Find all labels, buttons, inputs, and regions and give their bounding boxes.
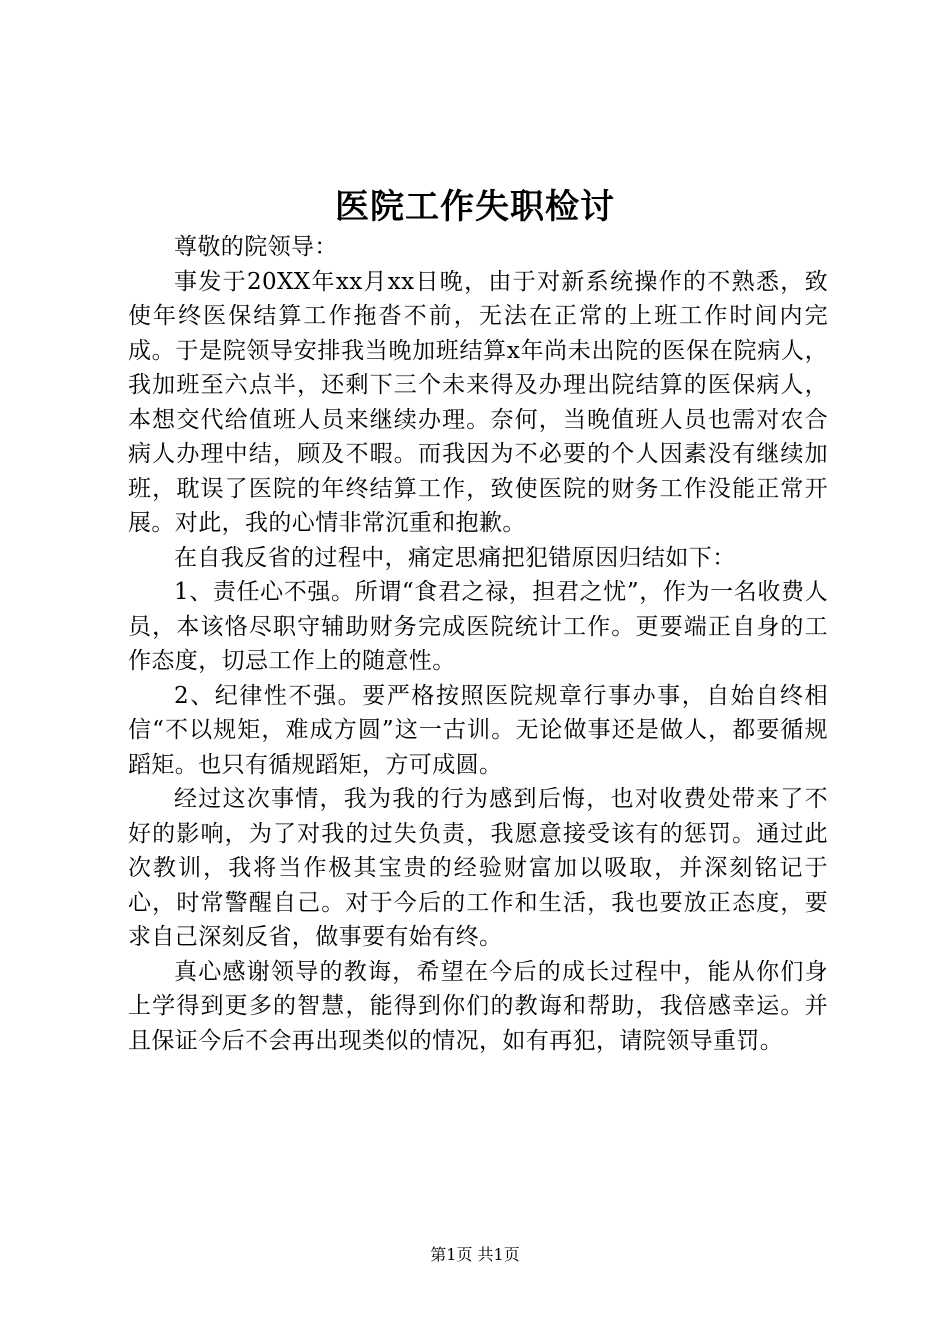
salutation: 尊敬的院领导：: [174, 234, 338, 260]
paragraph-regret: 经过这次事情，我为我的行为感到后悔，也对收费处带来了不好的影响，为了对我的过失负责，我愿意接受该有的惩罚。通过此次教训，我将当作极其宝贵的经验财富加以吸取，并深刻铭记于心，时常警醒自己。对于今后的工作和生活，我也要放正态度，要求自己深刻反省，做事要有始有终。: [128, 786, 828, 950]
paragraph-incident: 事发于20XX年xx月xx日晚，由于对新系统操作的不熟悉，致使年终医保结算工作拖沓不前，无法在正常的上班工作时间内完成。于是院领导安排我当晚加班结算x年尚未出院的医保在院病人，我加班至六点半，还剩下三个未来得及办理出院结算的医保病人，本想交代给值班人员来继续办理。奈何，当晚值班人员也需对农合病人办理中结，顾及不暇。而我因为不必要的个人因素没有继续加班，耽误了医院的年终结算工作，致使医院的财务工作没能正常开展。对此，我的心情非常沉重和抱歉。: [128, 268, 828, 536]
paragraph-reason-responsibility: 1、责任心不强。所谓“食君之禄，担君之忧”，作为一名收费人员，本该恪尽职守辅助财务完成医院统计工作。更要端正自身的工作态度，切忌工作上的随意性。: [128, 579, 828, 674]
document-body: [128, 230, 828, 1058]
paragraph-gratitude: 真心感谢领导的教诲，希望在今后的成长过程中，能从你们身上学得到更多的智慧，能得到你们的教诲和帮助，我倍感幸运。并且保证今后不会再出现类似的情况，如有再犯，请院领导重罚。: [128, 958, 828, 1054]
paragraph-reflection-intro: 在自我反省的过程中，痛定思痛把犯错原因归结如下：: [174, 544, 736, 571]
paragraph-reason-discipline: 2、纪律性不强。要严格按照医院规章行事办事，自始自终相信“不以规矩，难成方圆”这一古训。无论做事还是做人，都要循规蹈矩。也只有循规蹈矩，方可成圆。: [128, 682, 828, 778]
page-footer: 第1页 共1页: [430, 1245, 520, 1264]
document-title: 医院工作失职检讨: [335, 187, 615, 227]
